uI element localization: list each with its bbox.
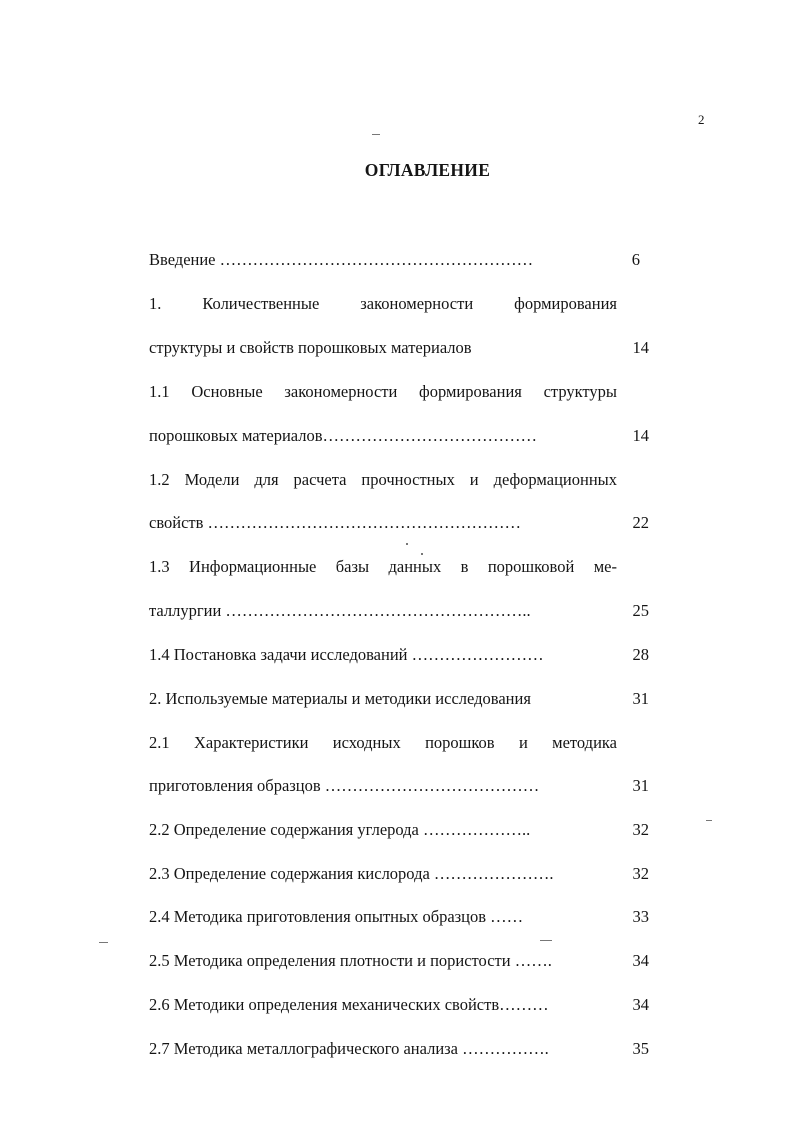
toc-entry-text: 1.2 Модели для расчета прочностных и деформационных <box>149 470 617 489</box>
toc-entry-page: 34 <box>632 951 649 970</box>
toc-line <box>149 336 649 360</box>
toc-line <box>149 468 649 492</box>
toc-entry-text: 2.5 Методика определения плотности и пористости ……. <box>149 951 552 970</box>
scan-speck <box>540 940 552 941</box>
toc-entry-page: 31 <box>632 776 649 795</box>
toc-entry-page: 34 <box>632 995 649 1014</box>
scan-speck <box>372 134 380 135</box>
toc-entry-text: 1.3 Информационные базы данных в порошковой ме- <box>149 557 617 576</box>
toc-entry-text: 2.7 Методика металлографического анализа ……………. <box>149 1039 549 1058</box>
toc-line <box>149 905 649 929</box>
toc-entry-text: таллургии ……………………………………………….. <box>149 601 531 620</box>
toc-entry-text: 2. Используемые материалы и методики исследования <box>149 689 531 708</box>
toc-entry-text: 1.4 Постановка задачи исследований …………………… <box>149 645 544 664</box>
scan-speck <box>706 820 712 821</box>
toc-entry-text: свойств ………………………………………………… <box>149 513 522 532</box>
toc-line <box>149 599 649 623</box>
scan-speck <box>406 543 408 545</box>
toc-line <box>149 862 649 886</box>
page-number: 2 <box>698 112 705 127</box>
toc-entry-text: приготовления образцов ………………………………… <box>149 776 540 795</box>
toc-entry-page: 31 <box>632 689 649 708</box>
toc-line <box>149 248 649 272</box>
toc-entry-page: 32 <box>632 820 649 839</box>
toc-entry-text: 1. Количественные закономерности формирования <box>149 294 617 313</box>
toc-line <box>149 380 649 404</box>
toc-entry-text: структуры и свойств порошковых материалов <box>149 338 472 357</box>
toc-line <box>149 949 649 973</box>
scan-speck <box>421 553 423 555</box>
toc-line <box>149 643 649 667</box>
toc-entry-page: 33 <box>632 907 649 926</box>
toc-line <box>149 424 649 448</box>
toc-line <box>149 993 649 1017</box>
toc-entry-page: 35 <box>632 1039 649 1058</box>
toc-line <box>149 292 649 316</box>
toc-line <box>149 818 649 842</box>
toc-line <box>149 774 649 798</box>
toc-entry-text: 2.1 Характеристики исходных порошков и методика <box>149 733 617 752</box>
toc-entry-text: 2.3 Определение содержания кислорода …………………. <box>149 864 554 883</box>
toc-entry-page: 14 <box>632 338 649 357</box>
toc-entry-page: 14 <box>632 426 649 445</box>
scan-speck <box>99 942 108 943</box>
toc-line <box>149 731 649 755</box>
toc-entry-page: 25 <box>632 601 649 620</box>
toc-entry-text: 2.2 Определение содержания углерода ……………….. <box>149 820 531 839</box>
toc-entry-page: 6 <box>631 250 640 269</box>
toc-entry-text: 2.4 Методика приготовления опытных образцов …… <box>149 907 524 926</box>
toc-entry-page: 22 <box>632 513 649 532</box>
toc-entry-page: 32 <box>632 864 649 883</box>
toc-entry-text: Введение ………………………………………………… <box>149 250 534 269</box>
toc-entry-text: 1.1 Основные закономерности формирования структуры <box>149 382 617 401</box>
toc-entry-text: 2.6 Методики определения механических свойств……… <box>149 995 549 1014</box>
toc-line <box>149 1037 649 1061</box>
toc-entry-text: порошковых материалов………………………………… <box>149 426 538 445</box>
toc-line <box>149 687 649 711</box>
page-title: ОГЛАВЛЕНИЕ <box>364 160 491 180</box>
toc-line <box>149 511 649 535</box>
toc-line <box>149 555 649 579</box>
toc-entry-page: 28 <box>632 645 649 664</box>
